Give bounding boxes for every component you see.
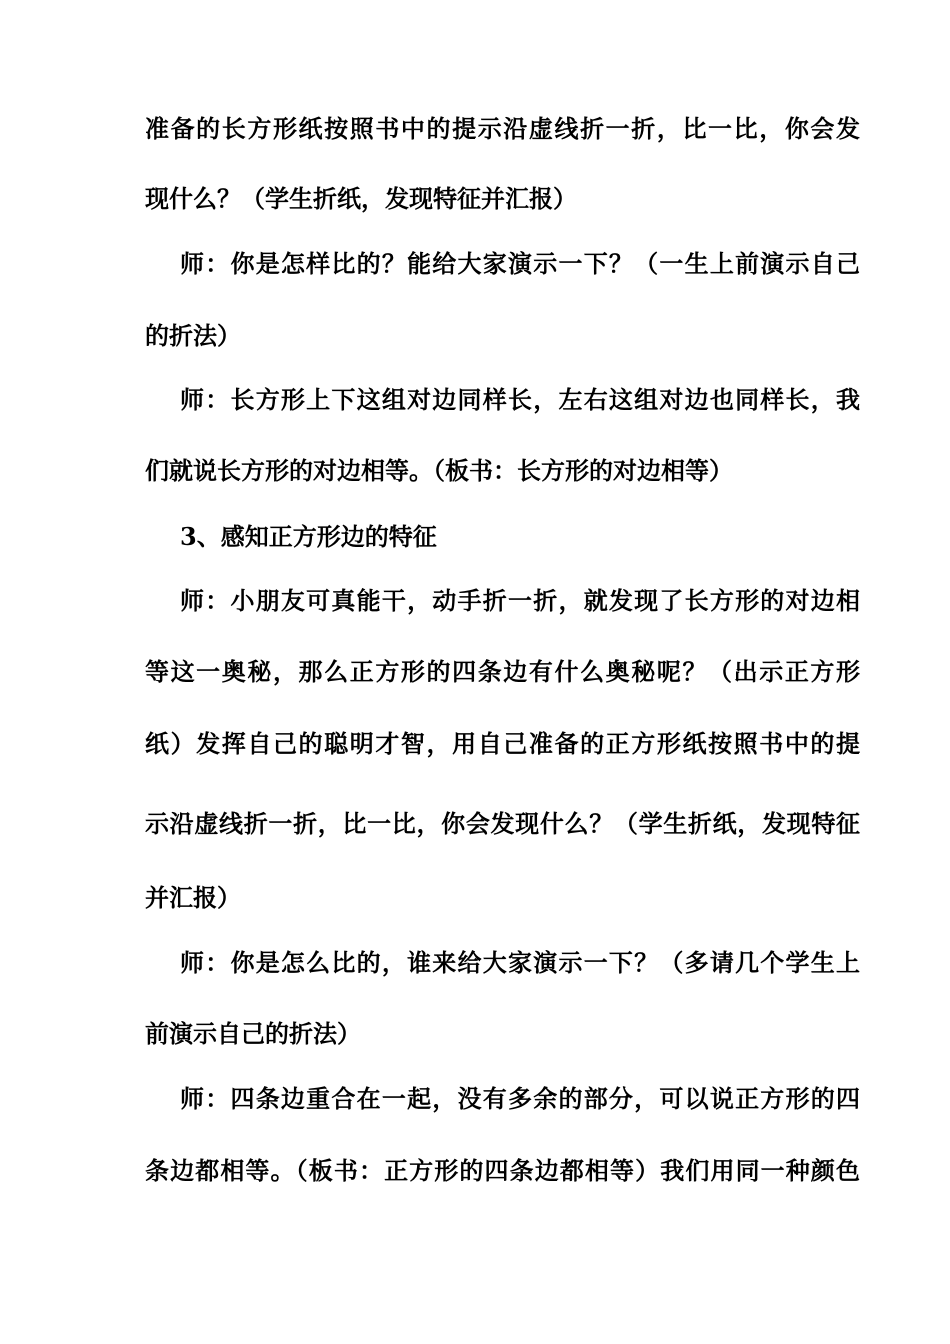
text-line-11: 示沿虚线折一折，比一比，你会发现什么？（学生折纸，发现特征 <box>145 809 860 838</box>
text-line-15: 师：四条边重合在一起，没有多余的部分，可以说正方形的四 <box>180 1084 860 1113</box>
text-line-1: 准备的长方形纸按照书中的提示沿虚线折一折，比一比，你会发 <box>145 114 860 143</box>
text-line-8: 师：小朋友可真能干，动手折一折，就发现了长方形的对边相 <box>180 586 860 615</box>
text-line-3: 师：你是怎样比的？能给大家演示一下？（一生上前演示自己 <box>180 249 860 278</box>
text-line-16: 条边都相等。（板书：正方形的四条边都相等）我们用同一种颜色 <box>145 1156 860 1185</box>
text-line-13: 师：你是怎么比的，谁来给大家演示一下？（多请几个学生上 <box>180 948 860 977</box>
text-line-2: 现什么？（学生折纸，发现特征并汇报） <box>145 184 577 213</box>
text-line-4: 的折法） <box>145 321 241 350</box>
text-line-12: 并汇报） <box>145 883 241 912</box>
text-line-5: 师：长方形上下这组对边同样长，左右这组对边也同样长，我 <box>180 385 860 414</box>
text-line-6: 们就说长方形的对边相等。（板书：长方形的对边相等） <box>145 456 733 485</box>
text-line-9: 等这一奥秘，那么正方形的四条边有什么奥秘呢？（出示正方形 <box>145 657 860 686</box>
text-line-14: 前演示自己的折法） <box>145 1019 361 1048</box>
text-line-10: 纸）发挥自己的聪明才智，用自己准备的正方形纸按照书中的提 <box>145 729 860 758</box>
section-heading: 3、感知正方形边的特征 <box>180 522 437 551</box>
